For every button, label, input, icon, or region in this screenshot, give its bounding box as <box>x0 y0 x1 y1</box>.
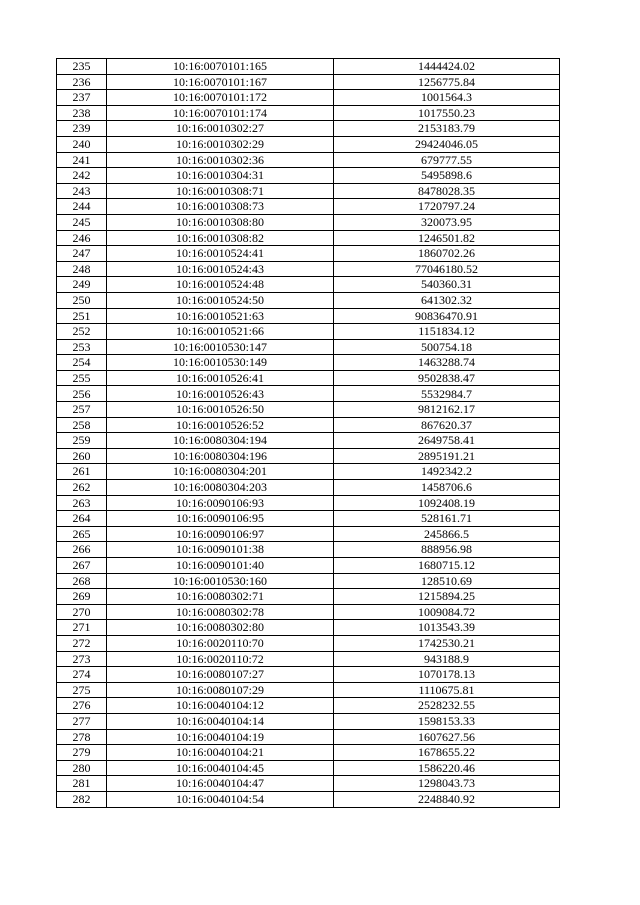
cadastral-number-cell: 10:16:0080304:201 <box>107 464 334 480</box>
row-number-cell: 257 <box>57 402 107 418</box>
table-row <box>57 74 560 90</box>
row-number-cell: 263 <box>57 495 107 511</box>
table-row <box>57 183 560 199</box>
table-row <box>57 370 560 386</box>
cadastral-number-cell: 10:16:0070101:172 <box>107 90 334 106</box>
value-cell: 1151834.12 <box>334 324 560 340</box>
row-number-cell: 261 <box>57 464 107 480</box>
row-number-cell: 254 <box>57 355 107 371</box>
cadastral-number-cell: 10:16:0090101:38 <box>107 542 334 558</box>
row-number-cell: 237 <box>57 90 107 106</box>
table-row <box>57 542 560 558</box>
cadastral-number-cell: 10:16:0010530:149 <box>107 355 334 371</box>
value-cell: 1256775.84 <box>334 74 560 90</box>
table-row <box>57 667 560 683</box>
row-number-cell: 246 <box>57 230 107 246</box>
row-number-cell: 236 <box>57 74 107 90</box>
table-row <box>57 199 560 215</box>
table-row <box>57 511 560 527</box>
cadastral-number-cell: 10:16:0080107:29 <box>107 682 334 698</box>
cadastral-number-cell: 10:16:0040104:54 <box>107 791 334 807</box>
row-number-cell: 260 <box>57 448 107 464</box>
cadastral-number-cell: 10:16:0010524:48 <box>107 277 334 293</box>
row-number-cell: 251 <box>57 308 107 324</box>
value-cell: 1680715.12 <box>334 558 560 574</box>
cadastral-number-cell: 10:16:0040104:14 <box>107 713 334 729</box>
table-row <box>57 339 560 355</box>
table-row <box>57 745 560 761</box>
value-cell: 2248840.92 <box>334 791 560 807</box>
cadastral-number-cell: 10:16:0010308:80 <box>107 214 334 230</box>
row-number-cell: 268 <box>57 573 107 589</box>
cadastral-number-cell: 10:16:0080304:194 <box>107 433 334 449</box>
row-number-cell: 276 <box>57 698 107 714</box>
value-cell: 1860702.26 <box>334 246 560 262</box>
table-row <box>57 121 560 137</box>
value-cell: 528161.71 <box>334 511 560 527</box>
value-cell: 9812162.17 <box>334 402 560 418</box>
value-cell: 1458706.6 <box>334 480 560 496</box>
table-row <box>57 713 560 729</box>
value-cell: 500754.18 <box>334 339 560 355</box>
value-cell: 5532984.7 <box>334 386 560 402</box>
cadastral-number-cell: 10:16:0010308:71 <box>107 183 334 199</box>
row-number-cell: 245 <box>57 214 107 230</box>
table-row <box>57 168 560 184</box>
table-row <box>57 558 560 574</box>
cadastral-number-cell: 10:16:0080304:196 <box>107 448 334 464</box>
cadastral-number-cell: 10:16:0080302:71 <box>107 589 334 605</box>
cadastral-number-cell: 10:16:0010526:52 <box>107 417 334 433</box>
row-number-cell: 249 <box>57 277 107 293</box>
table-row <box>57 464 560 480</box>
value-cell: 2895191.21 <box>334 448 560 464</box>
value-cell: 1246501.82 <box>334 230 560 246</box>
table-row <box>57 698 560 714</box>
value-cell: 1607627.56 <box>334 729 560 745</box>
value-cell: 1298043.73 <box>334 776 560 792</box>
cadastral-number-cell: 10:16:0010308:82 <box>107 230 334 246</box>
table-row <box>57 448 560 464</box>
value-cell: 128510.69 <box>334 573 560 589</box>
cadastral-number-cell: 10:16:0010304:31 <box>107 168 334 184</box>
row-number-cell: 264 <box>57 511 107 527</box>
value-cell: 5495898.6 <box>334 168 560 184</box>
cadastral-number-cell: 10:16:0090106:97 <box>107 526 334 542</box>
table-row <box>57 90 560 106</box>
row-number-cell: 272 <box>57 635 107 651</box>
value-cell: 679777.55 <box>334 152 560 168</box>
row-number-cell: 270 <box>57 604 107 620</box>
table-row <box>57 59 560 75</box>
cadastral-number-cell: 10:16:0020110:72 <box>107 651 334 667</box>
row-number-cell: 252 <box>57 324 107 340</box>
value-cell: 1444424.02 <box>334 59 560 75</box>
value-cell: 867620.37 <box>334 417 560 433</box>
table-row <box>57 495 560 511</box>
value-cell: 2153183.79 <box>334 121 560 137</box>
row-number-cell: 278 <box>57 729 107 745</box>
cadastral-number-cell: 10:16:0090101:40 <box>107 558 334 574</box>
value-cell: 1017550.23 <box>334 105 560 121</box>
row-number-cell: 256 <box>57 386 107 402</box>
value-cell: 245866.5 <box>334 526 560 542</box>
row-number-cell: 281 <box>57 776 107 792</box>
cadastral-number-cell: 10:16:0090106:95 <box>107 511 334 527</box>
cadastral-number-cell: 10:16:0010524:41 <box>107 246 334 262</box>
value-cell: 943188.9 <box>334 651 560 667</box>
table-row <box>57 402 560 418</box>
cadastral-number-cell: 10:16:0040104:19 <box>107 729 334 745</box>
table-row <box>57 214 560 230</box>
table-row <box>57 604 560 620</box>
value-cell: 1720797.24 <box>334 199 560 215</box>
row-number-cell: 248 <box>57 261 107 277</box>
row-number-cell: 238 <box>57 105 107 121</box>
cadastral-number-cell: 10:16:0040104:47 <box>107 776 334 792</box>
value-cell: 540360.31 <box>334 277 560 293</box>
row-number-cell: 243 <box>57 183 107 199</box>
table-row <box>57 776 560 792</box>
table-row <box>57 308 560 324</box>
cadastral-number-cell: 10:16:0070101:165 <box>107 59 334 75</box>
table-row <box>57 433 560 449</box>
row-number-cell: 280 <box>57 760 107 776</box>
value-cell: 1001564.3 <box>334 90 560 106</box>
table-row <box>57 355 560 371</box>
table-row <box>57 417 560 433</box>
value-cell: 1742530.21 <box>334 635 560 651</box>
value-cell: 90836470.91 <box>334 308 560 324</box>
value-cell: 1013543.39 <box>334 620 560 636</box>
cadastral-number-cell: 10:16:0010302:36 <box>107 152 334 168</box>
value-cell: 1598153.33 <box>334 713 560 729</box>
table-row <box>57 152 560 168</box>
row-number-cell: 275 <box>57 682 107 698</box>
value-cell: 9502838.47 <box>334 370 560 386</box>
value-cell: 29424046.05 <box>334 136 560 152</box>
cadastral-number-cell: 10:16:0040104:12 <box>107 698 334 714</box>
value-cell: 77046180.52 <box>334 261 560 277</box>
row-number-cell: 273 <box>57 651 107 667</box>
cadastral-number-cell: 10:16:0070101:167 <box>107 74 334 90</box>
value-cell: 1110675.81 <box>334 682 560 698</box>
table-row <box>57 386 560 402</box>
value-cell: 1463288.74 <box>334 355 560 371</box>
table-row <box>57 682 560 698</box>
row-number-cell: 240 <box>57 136 107 152</box>
row-number-cell: 274 <box>57 667 107 683</box>
cadastral-number-cell: 10:16:0090106:93 <box>107 495 334 511</box>
cadastral-number-cell: 10:16:0010521:66 <box>107 324 334 340</box>
table-row <box>57 246 560 262</box>
cadastral-number-cell: 10:16:0010526:43 <box>107 386 334 402</box>
cadastral-number-cell: 10:16:0080302:78 <box>107 604 334 620</box>
table-row <box>57 292 560 308</box>
value-cell: 1092408.19 <box>334 495 560 511</box>
cadastral-number-cell: 10:16:0040104:21 <box>107 745 334 761</box>
cadastral-number-cell: 10:16:0010530:147 <box>107 339 334 355</box>
row-number-cell: 277 <box>57 713 107 729</box>
cadastral-number-cell: 10:16:0070101:174 <box>107 105 334 121</box>
cadastral-number-cell: 10:16:0080304:203 <box>107 480 334 496</box>
value-cell: 1492342.2 <box>334 464 560 480</box>
row-number-cell: 279 <box>57 745 107 761</box>
value-cell: 1678655.22 <box>334 745 560 761</box>
row-number-cell: 267 <box>57 558 107 574</box>
cadastral-number-cell: 10:16:0010521:63 <box>107 308 334 324</box>
table-row <box>57 136 560 152</box>
value-cell: 8478028.35 <box>334 183 560 199</box>
cadastral-number-cell: 10:16:0010526:41 <box>107 370 334 386</box>
row-number-cell: 282 <box>57 791 107 807</box>
cadastral-number-cell: 10:16:0040104:45 <box>107 760 334 776</box>
row-number-cell: 271 <box>57 620 107 636</box>
cadastral-value-table <box>56 58 560 808</box>
row-number-cell: 259 <box>57 433 107 449</box>
cadastral-number-cell: 10:16:0010530:160 <box>107 573 334 589</box>
table-row <box>57 620 560 636</box>
cadastral-number-cell: 10:16:0010302:29 <box>107 136 334 152</box>
table-row <box>57 760 560 776</box>
row-number-cell: 255 <box>57 370 107 386</box>
row-number-cell: 266 <box>57 542 107 558</box>
value-cell: 320073.95 <box>334 214 560 230</box>
row-number-cell: 262 <box>57 480 107 496</box>
value-cell: 1070178.13 <box>334 667 560 683</box>
cadastral-number-cell: 10:16:0080107:27 <box>107 667 334 683</box>
table-row <box>57 105 560 121</box>
cadastral-number-cell: 10:16:0010524:43 <box>107 261 334 277</box>
row-number-cell: 258 <box>57 417 107 433</box>
table-body <box>57 59 560 808</box>
row-number-cell: 244 <box>57 199 107 215</box>
table-row <box>57 480 560 496</box>
table-row <box>57 526 560 542</box>
table-row <box>57 729 560 745</box>
row-number-cell: 242 <box>57 168 107 184</box>
row-number-cell: 250 <box>57 292 107 308</box>
cadastral-number-cell: 10:16:0020110:70 <box>107 635 334 651</box>
table-row <box>57 230 560 246</box>
row-number-cell: 247 <box>57 246 107 262</box>
row-number-cell: 235 <box>57 59 107 75</box>
cadastral-number-cell: 10:16:0010308:73 <box>107 199 334 215</box>
table-row <box>57 261 560 277</box>
table-row <box>57 324 560 340</box>
value-cell: 1586220.46 <box>334 760 560 776</box>
cadastral-number-cell: 10:16:0080302:80 <box>107 620 334 636</box>
row-number-cell: 265 <box>57 526 107 542</box>
row-number-cell: 269 <box>57 589 107 605</box>
value-cell: 1009084.72 <box>334 604 560 620</box>
row-number-cell: 253 <box>57 339 107 355</box>
table-row <box>57 651 560 667</box>
cadastral-number-cell: 10:16:0010526:50 <box>107 402 334 418</box>
table-row <box>57 277 560 293</box>
value-cell: 2649758.41 <box>334 433 560 449</box>
value-cell: 2528232.55 <box>334 698 560 714</box>
cadastral-number-cell: 10:16:0010524:50 <box>107 292 334 308</box>
value-cell: 888956.98 <box>334 542 560 558</box>
table-row <box>57 573 560 589</box>
table-row <box>57 791 560 807</box>
table-row <box>57 635 560 651</box>
cadastral-number-cell: 10:16:0010302:27 <box>107 121 334 137</box>
row-number-cell: 239 <box>57 121 107 137</box>
table-row <box>57 589 560 605</box>
value-cell: 641302.32 <box>334 292 560 308</box>
value-cell: 1215894.25 <box>334 589 560 605</box>
row-number-cell: 241 <box>57 152 107 168</box>
